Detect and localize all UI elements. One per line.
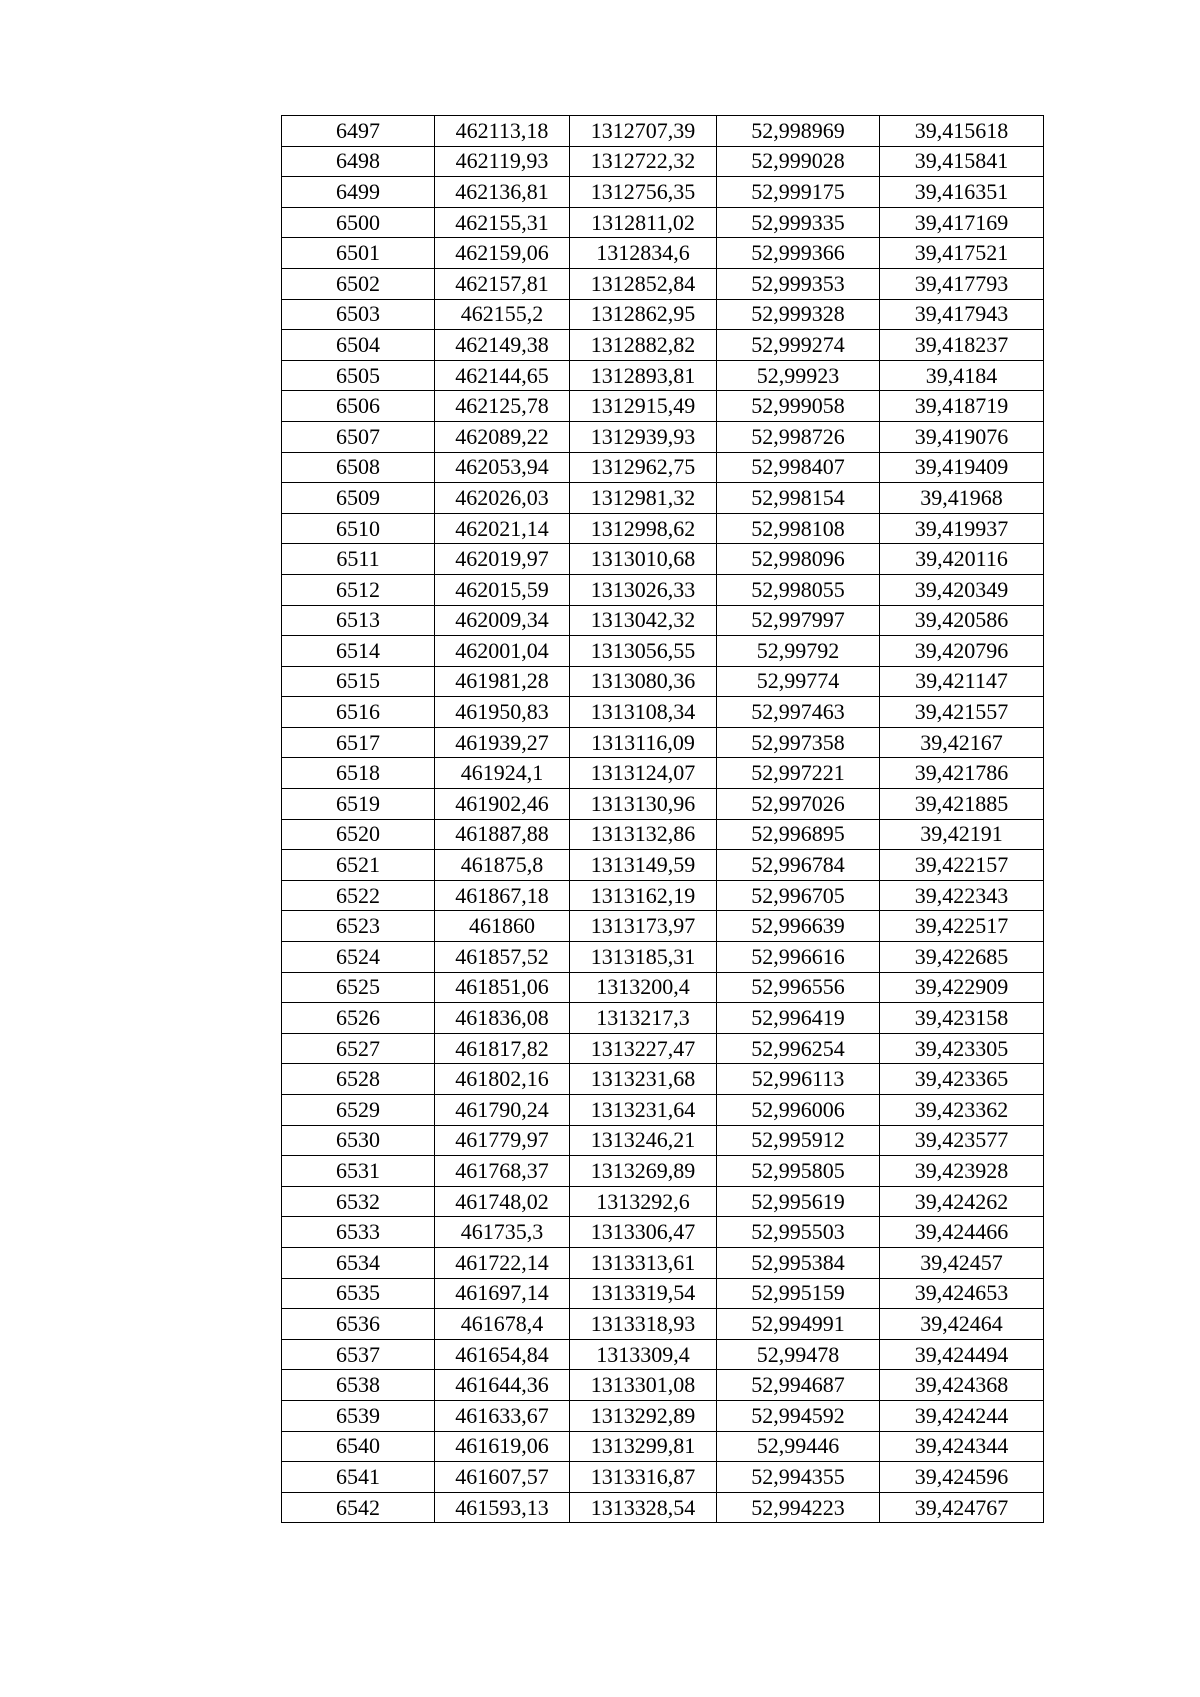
latitude-cell: 52,996784 [717,850,880,881]
latitude-cell: 52,995159 [717,1278,880,1309]
point-number-cell: 6532 [282,1186,435,1217]
table-row [282,421,1044,452]
x-coordinate-cell: 461607,57 [435,1462,570,1493]
x-coordinate-cell: 461802,16 [435,1064,570,1095]
longitude-cell: 39,423365 [880,1064,1044,1095]
longitude-cell: 39,419937 [880,513,1044,544]
point-number-cell: 6510 [282,513,435,544]
x-coordinate-cell: 461790,24 [435,1095,570,1126]
point-number-cell: 6536 [282,1309,435,1340]
latitude-cell: 52,99792 [717,636,880,667]
longitude-cell: 39,417943 [880,299,1044,330]
table-row [282,238,1044,269]
x-coordinate-cell: 461981,28 [435,666,570,697]
table-row [282,116,1044,147]
point-number-cell: 6503 [282,299,435,330]
table-row [282,1431,1044,1462]
x-coordinate-cell: 462136,81 [435,177,570,208]
longitude-cell: 39,424466 [880,1217,1044,1248]
point-number-cell: 6497 [282,116,435,147]
longitude-cell: 39,420586 [880,605,1044,636]
point-number-cell: 6500 [282,207,435,238]
x-coordinate-cell: 461779,97 [435,1125,570,1156]
x-coordinate-cell: 461875,8 [435,850,570,881]
latitude-cell: 52,998108 [717,513,880,544]
latitude-cell: 52,994223 [717,1492,880,1523]
y-coordinate-cell: 1312998,62 [570,513,717,544]
table-row [282,1370,1044,1401]
latitude-cell: 52,996254 [717,1033,880,1064]
longitude-cell: 39,424596 [880,1462,1044,1493]
latitude-cell: 52,99923 [717,360,880,391]
table-row [282,1156,1044,1187]
point-number-cell: 6521 [282,850,435,881]
latitude-cell: 52,997463 [717,697,880,728]
y-coordinate-cell: 1312707,39 [570,116,717,147]
longitude-cell: 39,418237 [880,330,1044,361]
y-coordinate-cell: 1313292,89 [570,1400,717,1431]
longitude-cell: 39,422157 [880,850,1044,881]
y-coordinate-cell: 1313217,3 [570,1003,717,1034]
y-coordinate-cell: 1312811,02 [570,207,717,238]
longitude-cell: 39,424767 [880,1492,1044,1523]
longitude-cell: 39,417169 [880,207,1044,238]
table-row [282,299,1044,330]
longitude-cell: 39,423305 [880,1033,1044,1064]
y-coordinate-cell: 1312722,32 [570,146,717,177]
x-coordinate-cell: 461678,4 [435,1309,570,1340]
x-coordinate-cell: 462021,14 [435,513,570,544]
x-coordinate-cell: 462015,59 [435,574,570,605]
table-row [282,574,1044,605]
x-coordinate-cell: 462113,18 [435,116,570,147]
x-coordinate-cell: 461851,06 [435,972,570,1003]
table-row [282,513,1044,544]
longitude-cell: 39,417521 [880,238,1044,269]
y-coordinate-cell: 1312981,32 [570,483,717,514]
x-coordinate-cell: 462119,93 [435,146,570,177]
x-coordinate-cell: 461644,36 [435,1370,570,1401]
longitude-cell: 39,419076 [880,421,1044,452]
table-row [282,1247,1044,1278]
longitude-cell: 39,424262 [880,1186,1044,1217]
table-row [282,1309,1044,1340]
table-row [282,880,1044,911]
longitude-cell: 39,423577 [880,1125,1044,1156]
y-coordinate-cell: 1313124,07 [570,758,717,789]
longitude-cell: 39,420796 [880,636,1044,667]
point-number-cell: 6527 [282,1033,435,1064]
longitude-cell: 39,42457 [880,1247,1044,1278]
y-coordinate-cell: 1313149,59 [570,850,717,881]
latitude-cell: 52,996616 [717,942,880,973]
x-coordinate-cell: 461860 [435,911,570,942]
x-coordinate-cell: 461593,13 [435,1492,570,1523]
latitude-cell: 52,996113 [717,1064,880,1095]
longitude-cell: 39,423158 [880,1003,1044,1034]
point-number-cell: 6515 [282,666,435,697]
y-coordinate-cell: 1312939,93 [570,421,717,452]
longitude-cell: 39,42167 [880,727,1044,758]
y-coordinate-cell: 1313200,4 [570,972,717,1003]
point-number-cell: 6531 [282,1156,435,1187]
latitude-cell: 52,996639 [717,911,880,942]
latitude-cell: 52,998726 [717,421,880,452]
longitude-cell: 39,415618 [880,116,1044,147]
y-coordinate-cell: 1313299,81 [570,1431,717,1462]
y-coordinate-cell: 1313185,31 [570,942,717,973]
longitude-cell: 39,421557 [880,697,1044,728]
x-coordinate-cell: 462089,22 [435,421,570,452]
point-number-cell: 6517 [282,727,435,758]
y-coordinate-cell: 1313010,68 [570,544,717,575]
table-row [282,1186,1044,1217]
latitude-cell: 52,996895 [717,819,880,850]
table-row [282,636,1044,667]
latitude-cell: 52,99774 [717,666,880,697]
table-row [282,1033,1044,1064]
y-coordinate-cell: 1313328,54 [570,1492,717,1523]
longitude-cell: 39,415841 [880,146,1044,177]
y-coordinate-cell: 1313056,55 [570,636,717,667]
table-row [282,942,1044,973]
y-coordinate-cell: 1313116,09 [570,727,717,758]
longitude-cell: 39,423928 [880,1156,1044,1187]
x-coordinate-cell: 461817,82 [435,1033,570,1064]
point-number-cell: 6512 [282,574,435,605]
point-number-cell: 6499 [282,177,435,208]
point-number-cell: 6526 [282,1003,435,1034]
latitude-cell: 52,995805 [717,1156,880,1187]
table-row [282,1492,1044,1523]
table-row [282,1003,1044,1034]
y-coordinate-cell: 1313042,32 [570,605,717,636]
x-coordinate-cell: 461836,08 [435,1003,570,1034]
latitude-cell: 52,996705 [717,880,880,911]
latitude-cell: 52,996006 [717,1095,880,1126]
y-coordinate-cell: 1313231,64 [570,1095,717,1126]
x-coordinate-cell: 461768,37 [435,1156,570,1187]
y-coordinate-cell: 1312834,6 [570,238,717,269]
latitude-cell: 52,999353 [717,268,880,299]
point-number-cell: 6539 [282,1400,435,1431]
longitude-cell: 39,420349 [880,574,1044,605]
latitude-cell: 52,998969 [717,116,880,147]
table-row [282,1462,1044,1493]
y-coordinate-cell: 1313231,68 [570,1064,717,1095]
x-coordinate-cell: 462026,03 [435,483,570,514]
longitude-cell: 39,422909 [880,972,1044,1003]
latitude-cell: 52,995912 [717,1125,880,1156]
table-row [282,1217,1044,1248]
y-coordinate-cell: 1313269,89 [570,1156,717,1187]
table-row [282,1339,1044,1370]
table-row [282,1064,1044,1095]
point-number-cell: 6541 [282,1462,435,1493]
point-number-cell: 6530 [282,1125,435,1156]
latitude-cell: 52,994355 [717,1462,880,1493]
table-row [282,483,1044,514]
latitude-cell: 52,998055 [717,574,880,605]
x-coordinate-cell: 461857,52 [435,942,570,973]
longitude-cell: 39,424494 [880,1339,1044,1370]
table-row [282,1125,1044,1156]
x-coordinate-cell: 462001,04 [435,636,570,667]
x-coordinate-cell: 462157,81 [435,268,570,299]
latitude-cell: 52,999335 [717,207,880,238]
x-coordinate-cell: 461950,83 [435,697,570,728]
longitude-cell: 39,418719 [880,391,1044,422]
point-number-cell: 6542 [282,1492,435,1523]
point-number-cell: 6518 [282,758,435,789]
x-coordinate-cell: 462144,65 [435,360,570,391]
point-number-cell: 6528 [282,1064,435,1095]
x-coordinate-cell: 461722,14 [435,1247,570,1278]
table-row [282,850,1044,881]
point-number-cell: 6519 [282,789,435,820]
latitude-cell: 52,995503 [717,1217,880,1248]
longitude-cell: 39,422685 [880,942,1044,973]
longitude-cell: 39,424344 [880,1431,1044,1462]
latitude-cell: 52,997221 [717,758,880,789]
table-row [282,605,1044,636]
y-coordinate-cell: 1313318,93 [570,1309,717,1340]
table-row [282,1278,1044,1309]
y-coordinate-cell: 1313162,19 [570,880,717,911]
longitude-cell: 39,424244 [880,1400,1044,1431]
table-row [282,146,1044,177]
y-coordinate-cell: 1312756,35 [570,177,717,208]
latitude-cell: 52,999328 [717,299,880,330]
longitude-cell: 39,417793 [880,268,1044,299]
x-coordinate-cell: 461619,06 [435,1431,570,1462]
longitude-cell: 39,4184 [880,360,1044,391]
table-row [282,758,1044,789]
longitude-cell: 39,424653 [880,1278,1044,1309]
latitude-cell: 52,995619 [717,1186,880,1217]
y-coordinate-cell: 1313227,47 [570,1033,717,1064]
x-coordinate-cell: 461939,27 [435,727,570,758]
y-coordinate-cell: 1313246,21 [570,1125,717,1156]
y-coordinate-cell: 1313130,96 [570,789,717,820]
table-row [282,666,1044,697]
point-number-cell: 6505 [282,360,435,391]
longitude-cell: 39,421147 [880,666,1044,697]
point-number-cell: 6506 [282,391,435,422]
table-row [282,972,1044,1003]
longitude-cell: 39,42464 [880,1309,1044,1340]
y-coordinate-cell: 1313316,87 [570,1462,717,1493]
table-row [282,330,1044,361]
point-number-cell: 6533 [282,1217,435,1248]
table-row [282,391,1044,422]
point-number-cell: 6524 [282,942,435,973]
y-coordinate-cell: 1312882,82 [570,330,717,361]
y-coordinate-cell: 1313173,97 [570,911,717,942]
point-number-cell: 6513 [282,605,435,636]
table-row [282,207,1044,238]
table-row [282,911,1044,942]
y-coordinate-cell: 1313108,34 [570,697,717,728]
x-coordinate-cell: 461887,88 [435,819,570,850]
table-row [282,819,1044,850]
longitude-cell: 39,422343 [880,880,1044,911]
latitude-cell: 52,994687 [717,1370,880,1401]
point-number-cell: 6523 [282,911,435,942]
y-coordinate-cell: 1312915,49 [570,391,717,422]
longitude-cell: 39,42191 [880,819,1044,850]
latitude-cell: 52,999366 [717,238,880,269]
point-number-cell: 6498 [282,146,435,177]
table-row [282,789,1044,820]
y-coordinate-cell: 1312862,95 [570,299,717,330]
point-number-cell: 6516 [282,697,435,728]
latitude-cell: 52,997358 [717,727,880,758]
point-number-cell: 6540 [282,1431,435,1462]
table-row [282,1400,1044,1431]
table-row [282,177,1044,208]
latitude-cell: 52,997997 [717,605,880,636]
table-row [282,697,1044,728]
point-number-cell: 6511 [282,544,435,575]
point-number-cell: 6501 [282,238,435,269]
longitude-cell: 39,41968 [880,483,1044,514]
table-row [282,452,1044,483]
x-coordinate-cell: 462155,31 [435,207,570,238]
y-coordinate-cell: 1313026,33 [570,574,717,605]
coordinates-table [281,115,1044,1523]
point-number-cell: 6535 [282,1278,435,1309]
latitude-cell: 52,994592 [717,1400,880,1431]
x-coordinate-cell: 461748,02 [435,1186,570,1217]
point-number-cell: 6529 [282,1095,435,1126]
latitude-cell: 52,998154 [717,483,880,514]
table-row [282,1095,1044,1126]
point-number-cell: 6522 [282,880,435,911]
latitude-cell: 52,999058 [717,391,880,422]
point-number-cell: 6525 [282,972,435,1003]
latitude-cell: 52,998407 [717,452,880,483]
x-coordinate-cell: 462155,2 [435,299,570,330]
longitude-cell: 39,422517 [880,911,1044,942]
longitude-cell: 39,423362 [880,1095,1044,1126]
latitude-cell: 52,996556 [717,972,880,1003]
point-number-cell: 6509 [282,483,435,514]
point-number-cell: 6538 [282,1370,435,1401]
coordinates-table-body [282,116,1044,1523]
table-row [282,360,1044,391]
latitude-cell: 52,999028 [717,146,880,177]
y-coordinate-cell: 1312852,84 [570,268,717,299]
latitude-cell: 52,994991 [717,1309,880,1340]
x-coordinate-cell: 462053,94 [435,452,570,483]
x-coordinate-cell: 461654,84 [435,1339,570,1370]
x-coordinate-cell: 462125,78 [435,391,570,422]
point-number-cell: 6537 [282,1339,435,1370]
longitude-cell: 39,416351 [880,177,1044,208]
latitude-cell: 52,999274 [717,330,880,361]
x-coordinate-cell: 461697,14 [435,1278,570,1309]
point-number-cell: 6520 [282,819,435,850]
latitude-cell: 52,996419 [717,1003,880,1034]
point-number-cell: 6502 [282,268,435,299]
latitude-cell: 52,995384 [717,1247,880,1278]
point-number-cell: 6508 [282,452,435,483]
y-coordinate-cell: 1312893,81 [570,360,717,391]
x-coordinate-cell: 462009,34 [435,605,570,636]
latitude-cell: 52,998096 [717,544,880,575]
y-coordinate-cell: 1312962,75 [570,452,717,483]
point-number-cell: 6507 [282,421,435,452]
x-coordinate-cell: 461867,18 [435,880,570,911]
longitude-cell: 39,424368 [880,1370,1044,1401]
y-coordinate-cell: 1313132,86 [570,819,717,850]
table-row [282,544,1044,575]
x-coordinate-cell: 462159,06 [435,238,570,269]
point-number-cell: 6514 [282,636,435,667]
x-coordinate-cell: 462149,38 [435,330,570,361]
x-coordinate-cell: 461633,67 [435,1400,570,1431]
y-coordinate-cell: 1313292,6 [570,1186,717,1217]
x-coordinate-cell: 461924,1 [435,758,570,789]
latitude-cell: 52,999175 [717,177,880,208]
longitude-cell: 39,420116 [880,544,1044,575]
y-coordinate-cell: 1313301,08 [570,1370,717,1401]
latitude-cell: 52,997026 [717,789,880,820]
y-coordinate-cell: 1313306,47 [570,1217,717,1248]
point-number-cell: 6504 [282,330,435,361]
latitude-cell: 52,99446 [717,1431,880,1462]
longitude-cell: 39,419409 [880,452,1044,483]
point-number-cell: 6534 [282,1247,435,1278]
x-coordinate-cell: 461735,3 [435,1217,570,1248]
y-coordinate-cell: 1313080,36 [570,666,717,697]
y-coordinate-cell: 1313309,4 [570,1339,717,1370]
table-row [282,727,1044,758]
longitude-cell: 39,421786 [880,758,1044,789]
longitude-cell: 39,421885 [880,789,1044,820]
table-row [282,268,1044,299]
y-coordinate-cell: 1313319,54 [570,1278,717,1309]
x-coordinate-cell: 461902,46 [435,789,570,820]
x-coordinate-cell: 462019,97 [435,544,570,575]
y-coordinate-cell: 1313313,61 [570,1247,717,1278]
latitude-cell: 52,99478 [717,1339,880,1370]
